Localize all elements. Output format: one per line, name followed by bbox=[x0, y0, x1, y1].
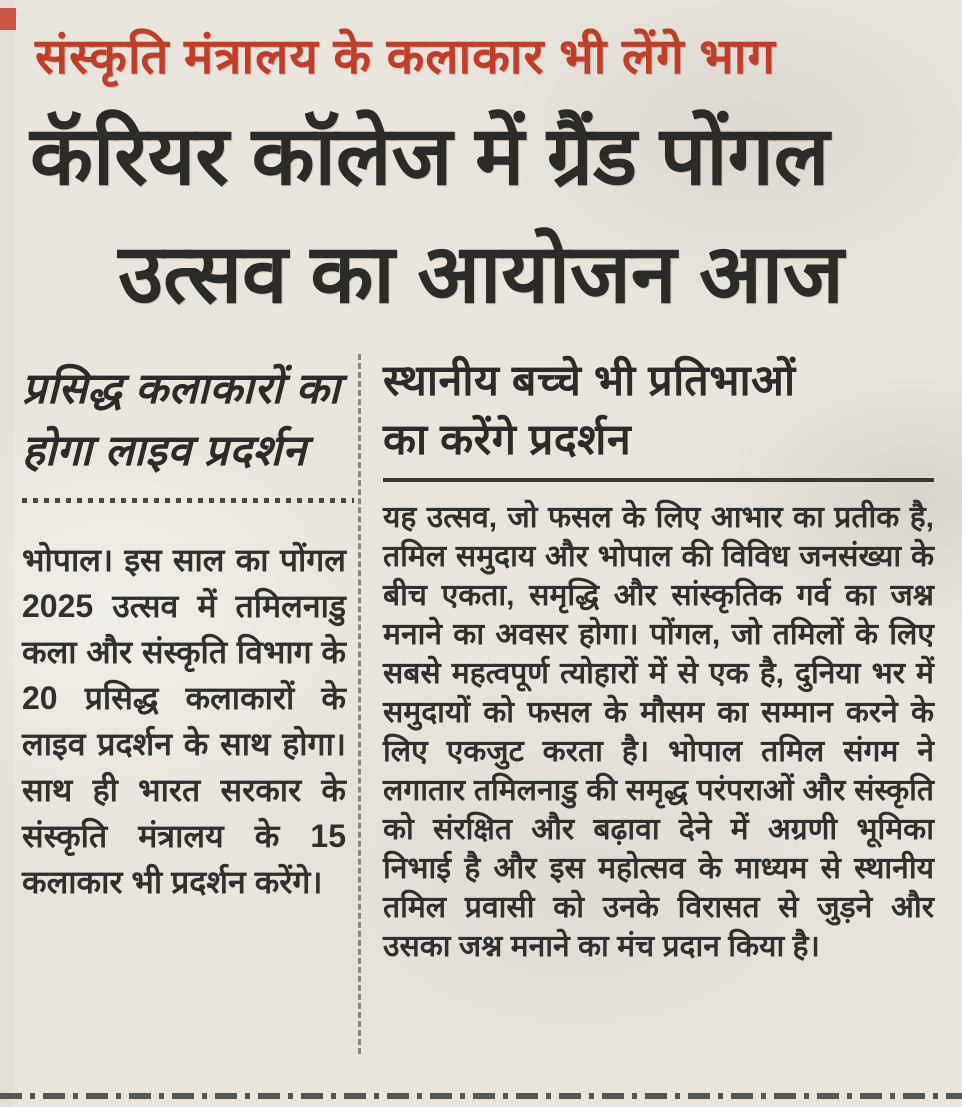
right-column bbox=[361, 350, 962, 1062]
right-subheading bbox=[383, 352, 934, 482]
right-body-paragraph: यह उत्सव, जो फसल के लिए आभार का प्रतीक है, तमिल समुदाय और भोपाल की विविध जनसंख्या के बीच एकता, समृद्धि और सांस्कृतिक गर्व का जश्न मनाने का अवसर होगा। पोंगल, जो तमिलों के लिए सबसे महत्वपूर्ण त्योहारों में से एक है, दुनिया भर में समुदायों को फसल के मौसम का सम्मान करने के लिए एकजुट करता है। भोपाल तमिल संगम ने लगातार तमिलनाडु की समृद्ध परंपराओं और संस्कृति को संरक्षित और बढ़ावा देने में अग्रणी भूमिका निभाई है और इस महोत्सव के माध्यम से स्थानीय तमिल प्रवासी को उनके विरासत से जुड़ने और उसका जश्न मनाने का मंच प्रदान किया है। bbox=[383, 501, 934, 963]
left-body-text: इस साल का पोंगल 2025 उत्सव में तमिलनाडु कला और संस्कृति विभाग के 20 प्रसिद्ध कलाकारों के लाइव प्रदर्शन के साथ होगा। साथ ही भारत सरकार के संस्कृति मंत्रालय के 15 कलाकार भी प्रदर्शन करेंगे। bbox=[22, 542, 346, 900]
main-headline bbox=[0, 98, 962, 334]
article-columns bbox=[0, 350, 962, 1062]
dotted-rule bbox=[22, 498, 354, 503]
right-subheading-line1: स्थानीय बच्चे भी प्रतिभाओं bbox=[383, 357, 796, 405]
main-headline-line2: उत्सव का आयोजन आज bbox=[118, 229, 844, 320]
left-column bbox=[0, 350, 358, 1062]
left-body-paragraph bbox=[22, 537, 346, 905]
main-headline-line1: कॅरियर कॉलेज में ग्रैंड पोंगल bbox=[30, 111, 830, 202]
bottom-dash-dot-rule bbox=[0, 1093, 962, 1099]
left-subheading: प्रसिद्ध कलाकारों का होगा लाइव प्रदर्शन bbox=[22, 365, 341, 475]
scan-edge-red-mark bbox=[0, 8, 16, 30]
right-subheading-line2: का करेंगे प्रदर्शन bbox=[383, 416, 632, 464]
dateline: भोपाल। bbox=[22, 542, 114, 578]
kicker-headline: संस्कृति मंत्रालय के कलाकार भी लेंगे भाग bbox=[35, 30, 777, 84]
